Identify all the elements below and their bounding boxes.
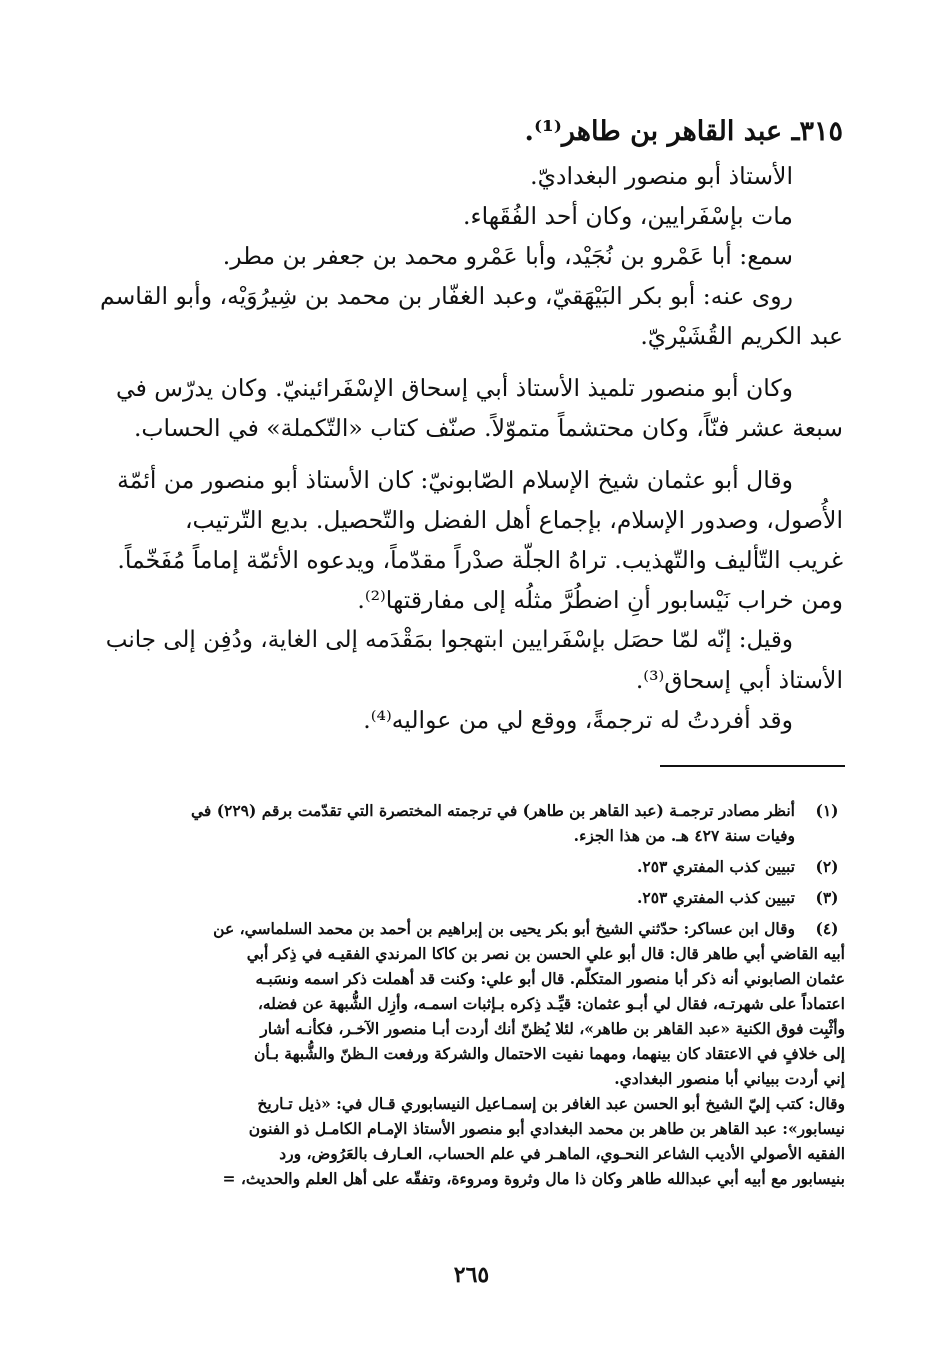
footnote-text: وفيات سنة ٤٢٧ هـ. من هذا الجزء. (573, 826, 795, 845)
footnote-1 (93, 798, 845, 823)
footnote-4 (93, 916, 845, 941)
entry-heading: ٣١٥ـ عبد القاهر بن طاهر⁽¹⁾. (524, 116, 843, 147)
footnote-text: وقال ابن عساكر: حدّثني الشيخ أبو بكر يحيى بن إبراهيم بن أحمد بن محمد السلماسي، عن (213, 919, 795, 938)
footnote-3 (93, 885, 845, 910)
footnote-text: إني أردت ببياني أبا منصور البغدادي. (614, 1069, 845, 1088)
footnote-text: اعتماداً على شهرتـه، فقال لي أبـو عثمان: قيِّـد ذِكره بـإثبات اسمـه، وأزِل الشُّبهة عن فضله، (257, 994, 845, 1013)
footnote-text: تبيين كذب المفتري ٢٥٣. (636, 888, 795, 907)
footnote-number: (٤) (815, 919, 839, 938)
footnote-number: (٢) (815, 857, 839, 876)
footnote-text: أبيه القاضي أبي طاهر قال: قال أبو علي الحسن بن نصر بن كاكا المرندي الفقيـه في ذِكر أبي (246, 944, 845, 963)
footnote-text: أنظر مصادر ترجمـة (عبد القاهر بن طاهر) في ترجمته المختصرة التي تقدّمت برقم (٢٢٩) في (190, 801, 795, 820)
body-line: وقد أفردتُ له ترجمةً، ووقع لي من عواليه⁽⁴⁾. (363, 706, 793, 734)
body-line: وكان أبو منصور تلميذ الأستاذ أبي إسحاق الإسْفَرائينيّ. وكان يدرّس في (116, 374, 793, 402)
footnote-text: وقال: كتب إليّ الشيخ أبو الحسن عبد الغافر بن إسمـاعيل النيسابوري قـال في: «ذيل تـاريخ (257, 1094, 845, 1113)
footnote-number: (٣) (815, 888, 839, 907)
body-line: سمع: أبا عَمْرو بن نُجَيْد، وأبا عَمْرو محمد بن جعفر بن مطر. (222, 242, 793, 270)
footnote-text: تبيين كذب المفتري ٢٥٣. (636, 857, 795, 876)
body-line: مات بإسْفَرايين، وكان أحد الفُقَهاء. (463, 202, 793, 230)
main-text (98, 156, 843, 740)
footnote-2 (93, 854, 845, 879)
footnote-text: نيسابور»: عبد القاهر بن طاهر بن محمد البغدادي أبو منصور الأستاذ الإمـام الكامـل ذو الفنون (248, 1119, 845, 1138)
body-line: الأستاذ أبي إسحاق⁽³⁾. (635, 666, 843, 694)
body-line: عبد الكريم القُشَيْريّ. (640, 322, 843, 350)
body-line: وقال أبو عثمان شيخ الإسلام الصّابونيّ: كان الأستاذ أبو منصور من أئمّة (117, 466, 793, 494)
body-line: وقيل: إنّه لمّا حصَل بإسْفَرايين ابتهجوا بمَقْدَمه إلى الغاية، ودُفِن إلى جانب (105, 627, 793, 653)
footnote-text: وأثْبِت فوق الكنية «عبد القاهر بن طاهر»، لئلا يُظنّ أنك أردت أبـا منصور الآخـر، فكأنـه أشار (260, 1019, 845, 1038)
body-line: سبعة عشر فنّاً، وكان محتشماً متموّلاً. صنّف كتاب «التّكملة» في الحساب. (133, 414, 843, 442)
body-line: الأستاذ أبو منصور البغداديّ. (530, 162, 793, 190)
footnote-separator (660, 765, 845, 767)
page-number: ٢٦٥ (453, 1262, 490, 1288)
footnotes (93, 798, 845, 1191)
footnote-text: إلى خلافٍ في الاعتقاد كان بينهما، ومهما نفيت الاحتمال والشركة ورفعت الـظنّ والشُّبهة بـأن (253, 1044, 845, 1063)
body-line: الأُصول، وصدور الإسلام، بإجماع أهل الفضل والتّحصيل. بديع التّرتيب، (184, 506, 843, 534)
footnote-text: الفقيه الأصولي الأديب الشاعر النحـوي، الماهـر في علم الحساب، العـارف بالعَرُوض، ورد (279, 1144, 845, 1163)
body-line: غريب التّأليف والتّهذيب. تراهُ الجلّة صدْراً مقدّماً، ويدعوه الأئمّة إماماً مُفَخّماً. (117, 546, 843, 574)
body-line: روى عنه: أبو بكر البَيْهَقيّ، وعبد الغفّار بن محمد بن شِيرُوَيْه، وأبو القاسم (99, 282, 793, 310)
footnote-text: بنيسابور مع أبيه أبي عبدالله طاهر وكان ذا مال وثروة ومروءة، وتفقّه على أهل العلم والحديث، = (222, 1169, 845, 1188)
footnote-text: عثمان الصابوني أنه ذكر أبا منصور المتكلّم. قال أبو علي: وكنت قد أهملت ذكر اسمه ونسَبـه (255, 969, 845, 988)
footnote-number: (١) (815, 801, 839, 820)
body-line: ومن خراب نَيْسابور أنِ اضطُرَّ مثلُه إلى مفارقتها⁽²⁾. (357, 586, 843, 614)
